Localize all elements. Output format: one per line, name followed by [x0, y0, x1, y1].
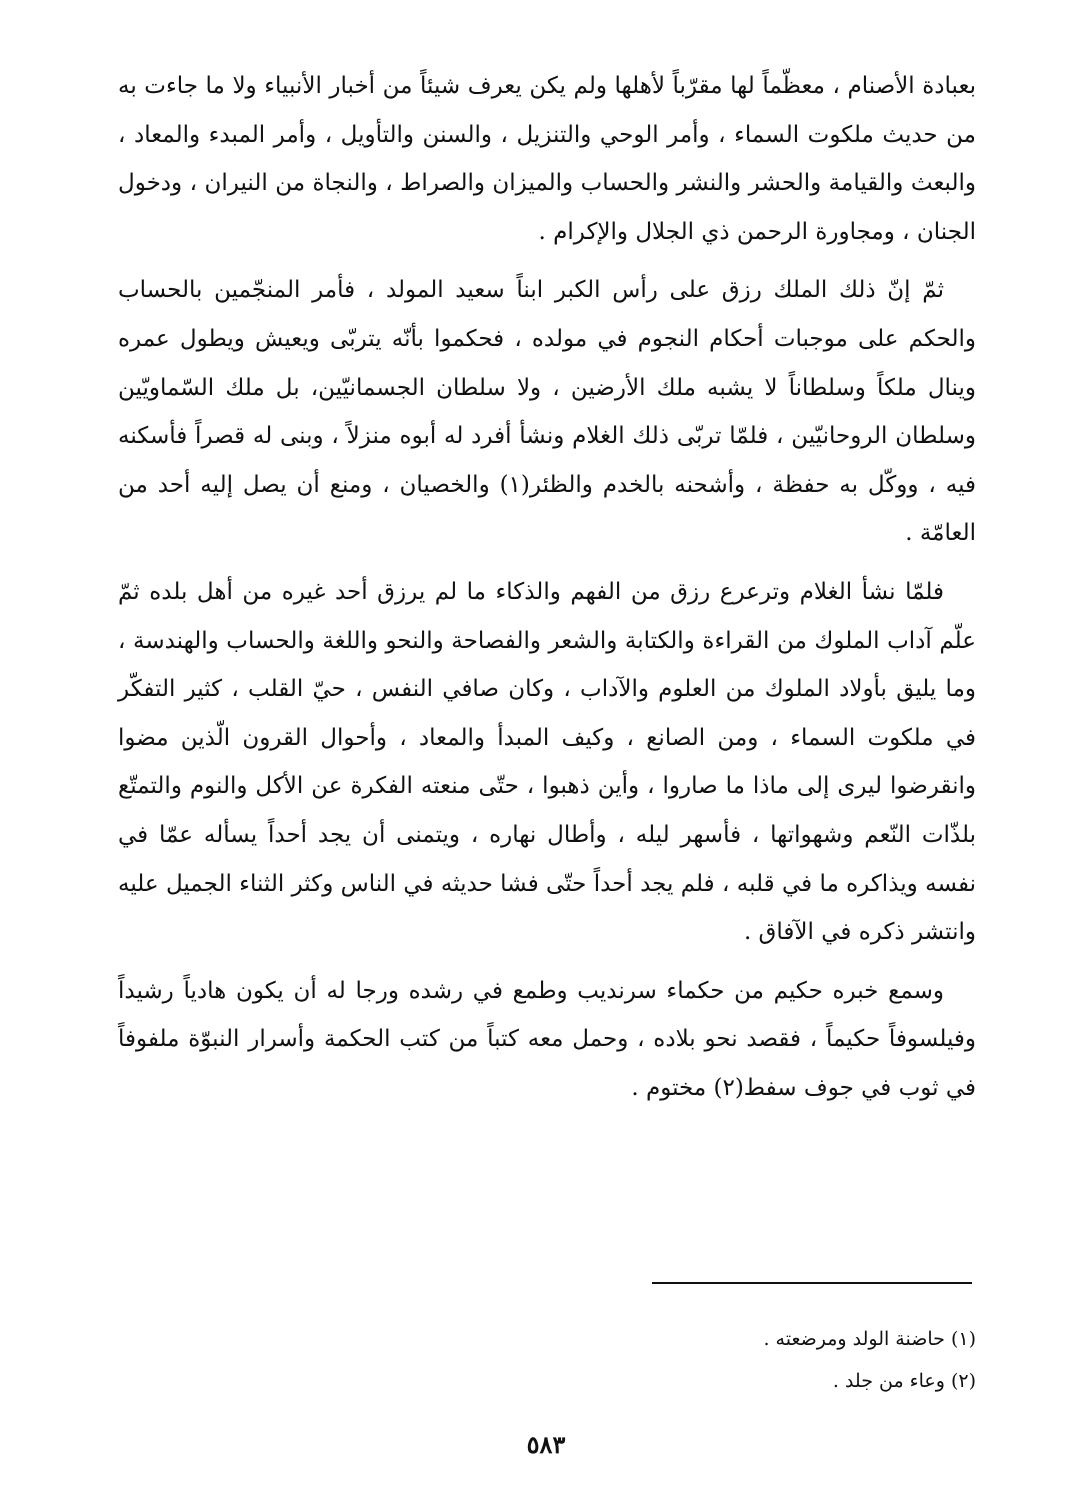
footnote-divider [652, 1282, 972, 1284]
main-text [118, 62, 976, 1122]
paragraph-4: وسمع خبره حكيم من حكماء سرنديب وطمع في رشده ورجا له أن يكون هادياً رشيداً وفيلسوفاً حكيماً ، فقصد نحو بلاده ، وحمل معه كتباً من كتب الحكمة وأسرار النبوّة ملفوفاً في ثوب في جوف سفط(٢) مختوم . [118, 977, 976, 1101]
paragraph-1: بعبادة الأصنام ، معظّماً لها مقرّباً لأهلها ولم يكن يعرف شيئاً من أخبار الأنبياء ولا ما جاءت به من حديث ملكوت السماء ، وأمر الوحي والتنزيل ، والسنن والتأويل ، وأمر المبدء والمعاد ، والبعث والقيامة والحشر والنشر والحساب والميزان والصراط ، والنجاة من النيران ، ودخول الجنان ، ومجاورة الرحمن ذي الجلال والإكرام . [118, 73, 976, 245]
paragraph-3: فلمّا نشأ الغلام وترعرع رزق من الفهم والذكاء ما لم يرزق أحد غيره من أهل بلده ثمّ علّم آداب الملوك من القراءة والكتابة والشعر والفصاحة والنحو واللغة والحساب والهندسة ، وما يليق بأولاد الملوك من العلوم والآداب ، وكان صافي النفس ، حيّ القلب ، كثير التفكّر في ملكوت السماء ، ومن الصانع ، وكيف المبدأ والمعاد ، وأحوال القرون الّذين مضوا وانقرضوا ليرى إلى ماذا ما صاروا ، وأين ذهبوا ، حتّى منعته الفكرة عن الأكل والنوم والتمتّع بلذّات النّعم وشهواتها ، فأسهر ليله ، وأطال نهاره ، ويتمنى أن يجد أحداً يسأله عمّا في نفسه ويذاكره ما في قلبه ، فلم يجد أحداً حتّى فشا حديثه في الناس وكثر الثناء الجميل عليه وانتشر ذكره في الآفاق . [118, 578, 976, 946]
paragraph-2: ثمّ إنّ ذلك الملك رزق على رأس الكبر ابناً سعيد المولد ، فأمر المنجّمين بالحساب والحكم على موجبات أحكام النجوم في مولده ، فحكموا بأنّه يتربّى ويعيش ويطول عمره وينال ملكاً وسلطاناً لا يشبه ملك الأرضين ، ولا سلطان الجسمانيّين، بل ملك السّماويّين وسلطان الروحانيّين ، فلمّا تربّى ذلك الغلام ونشأ أفرد له أبوه منزلاً ، وبنى له قصراً فأسكنه فيه ، ووكّل به حفظة ، وأشحنه بالخدم والظئر(١) والخصيان ، ومنع أن يصل إليه أحد من العامّة . [118, 277, 977, 547]
footnote-1: (١) حاضنة الولد ومرضعته . [763, 1328, 976, 1350]
footnote-2: (٢) وعاء من جلد . [832, 1370, 976, 1392]
footnotes [600, 1318, 976, 1402]
page-number: ٥٨٣ [526, 1430, 566, 1459]
